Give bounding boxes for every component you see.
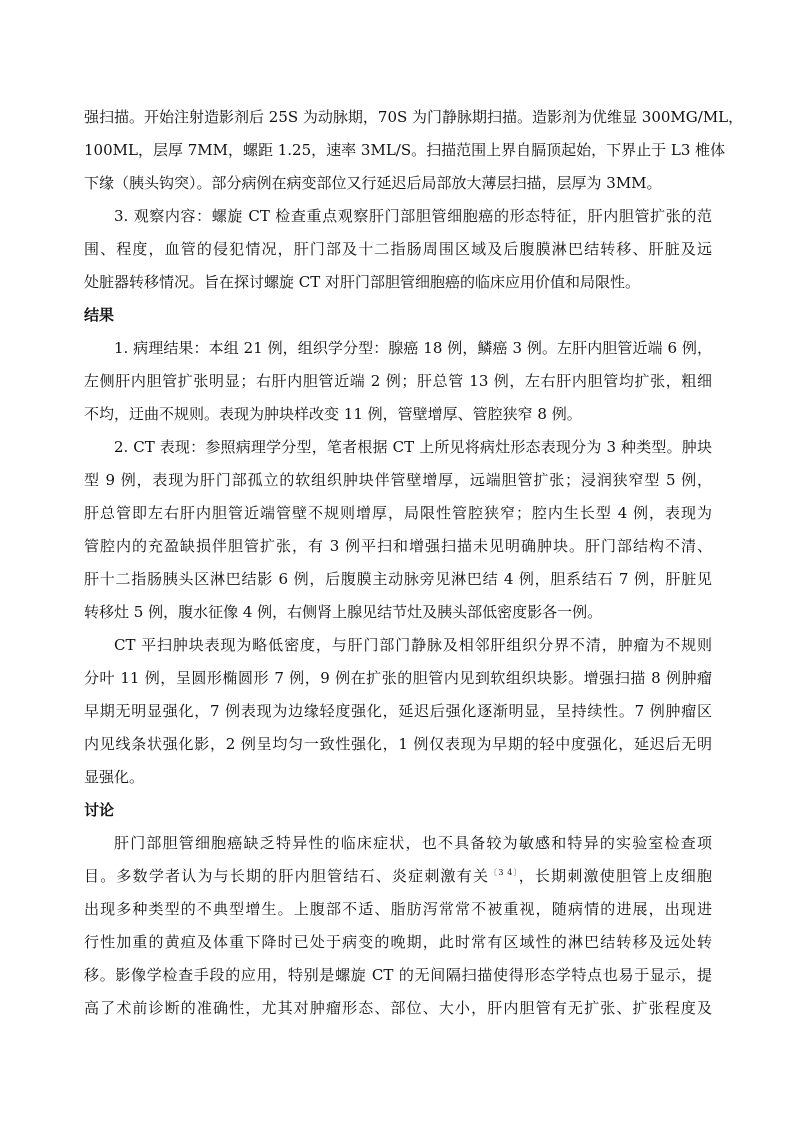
text-line: 出现多种类型的不典型增生。上腹部不适、脂肪泻常常不被重视，随病情的进展，出现进 (84, 900, 712, 918)
text-line: 转移灶 5 例，腹水征像 4 例，右侧肾上腺见结节灶及胰头部低密度影各一例。 (84, 603, 603, 621)
text-segment: 目。多数学者认为与长期的肝内胆管结石、炎症刺激有关 (84, 867, 490, 885)
text-line: 3. 观察内容：螺旋 CT 检查重点观察肝门部胆管细胞癌的形态特征，肝内胆管扩张的范 (114, 207, 712, 225)
text-line: 早期无明显强化，7 例表现为边缘轻度强化，延迟后强化逐渐明显，呈持续性。7 例肿瘤区 (84, 702, 712, 720)
discussion-paragraph (84, 827, 712, 1025)
text-line: 围、程度，血管的侵犯情况，肝门部及十二指肠周围区域及后腹膜淋巴结转移、肝脏及远 (84, 240, 712, 258)
text-line: 内见线条状强化影，2 例呈均匀一致性强化，1 例仅表现为早期的轻中度强化，延迟后无明 (84, 735, 712, 753)
article-body (84, 101, 744, 1025)
text-line: 移。影像学检查手段的应用，特别是螺旋 CT 的无间隔扫描使得形态学特点也易于显示，提 (84, 966, 712, 984)
text-line (84, 860, 712, 893)
text-line: 左侧肝内胆管扩张明显；右肝内胆管近端 2 例；肝总管 13 例，左右肝内胆管均扩张，粗细 (84, 372, 712, 390)
text-line: 行性加重的黄疸及体重下降时已处于病变的晚期，此时常有区域性的淋巴结转移及远处转 (84, 933, 712, 951)
text-segment: ，长期刺激使胆管上皮细胞 (518, 867, 712, 885)
text-line: 处脏器转移情况。旨在探讨螺旋 CT 对肝门部胆管细胞癌的临床应用价值和局限性。 (84, 273, 641, 291)
text-line: 显强化。 (84, 768, 145, 786)
citation-reference: 〔3 4〕 (489, 868, 519, 877)
discussion-heading: 讨论 (84, 801, 115, 819)
text-line: 肝总管即左右肝内胆管近端管壁不规则增厚，局限性管腔狭窄；腔内生长型 4 例，表现为 (84, 504, 712, 522)
ct-enhancement-paragraph (84, 629, 712, 794)
text-line: 100ML，层厚 7MM，螺距 1.25，速率 3ML/S。扫描范围上界自膈顶起始，下界止于 L3 椎体 (84, 141, 726, 159)
methods-paragraph (84, 101, 744, 200)
text-line: 肝十二指肠胰头区淋巴结影 6 例，后腹膜主动脉旁见淋巴结 4 例，胆系结石 7 例，肝脏见 (84, 570, 712, 588)
pathology-paragraph (84, 332, 712, 431)
text-line: 高了术前诊断的准确性，尤其对肿瘤形态、部位、大小，肝内胆管有无扩张、扩张程度及 (84, 999, 712, 1017)
text-line: 强扫描。开始注射造影剂后 25S 为动脉期，70S 为门静脉期扫描。造影剂为优维显 300MG/ML， (84, 108, 744, 126)
text-line: 型 9 例，表现为肝门部孤立的软组织肿块伴管壁增厚，远端胆管扩张；浸润狭窄型 5 例， (84, 471, 712, 489)
observation-paragraph (84, 200, 712, 299)
text-line: 1. 病理结果：本组 21 例，组织学分型：腺癌 18 例，鳞癌 3 例。左肝内胆管近端 6 例， (114, 339, 712, 357)
text-line: 管腔内的充盈缺损伴胆管扩张，有 3 例平扫和增强扫描未见明确肿块。肝门部结构不清、 (84, 537, 712, 555)
ct-findings-paragraph (84, 431, 712, 629)
text-line: CT 平扫肿块表现为略低密度，与肝门部门静脉及相邻肝组织分界不清，肿瘤为不规则 (114, 636, 712, 654)
text-line: 2. CT 表现：参照病理学分型，笔者根据 CT 上所见将病灶形态表现分为 3 种类型。肿块 (114, 438, 712, 456)
text-line: 不均，迂曲不规则。表现为肿块样改变 11 例，管壁增厚、管腔狭窄 8 例。 (84, 405, 582, 423)
text-line: 分叶 11 例，呈圆形椭圆形 7 例，9 例在扩张的胆管内见到软组织块影。增强扫描 8 例肿瘤 (84, 669, 712, 687)
results-heading: 结果 (84, 306, 115, 324)
text-line: 下缘（胰头钩突）。部分病例在病变部位又行延迟后局部放大薄层扫描，层厚为 3MM。 (84, 174, 662, 192)
text-line: 肝门部胆管细胞癌缺乏特异性的临床症状，也不具备较为敏感和特异的实验室检查项 (114, 834, 712, 852)
